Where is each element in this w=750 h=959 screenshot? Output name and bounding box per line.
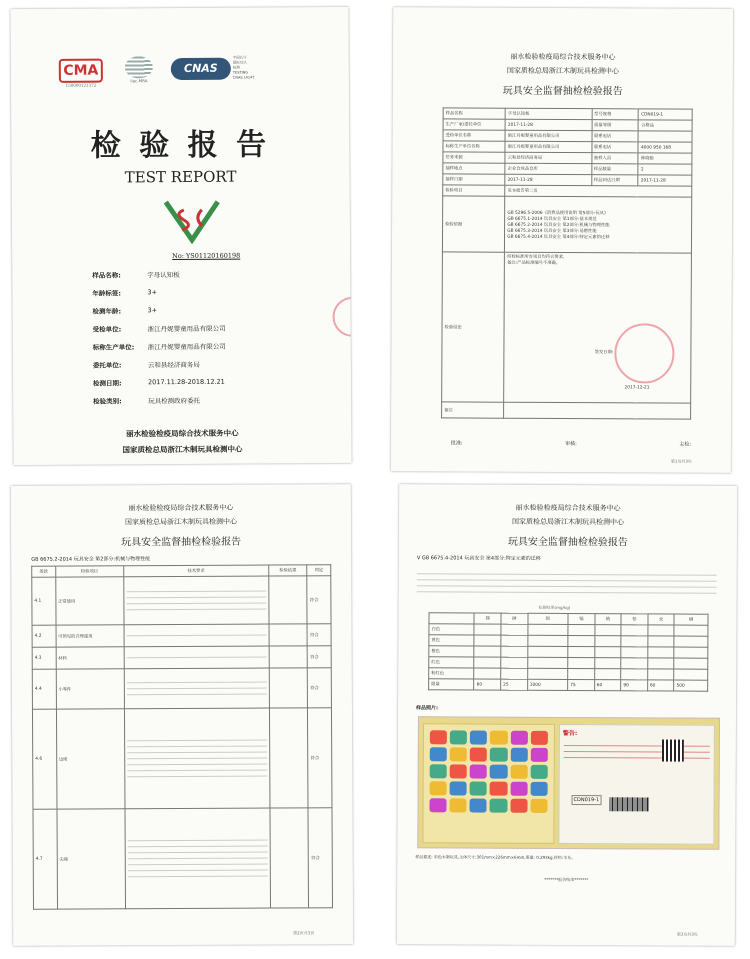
table-cell: 2017-11-28 [505, 174, 591, 185]
element-table [428, 612, 708, 691]
table-cell [594, 669, 621, 680]
field-label: 年龄标签: [92, 289, 122, 298]
verdict-cell: 符合 [307, 624, 331, 646]
item-cell: 可预见的合理滥用 [56, 625, 124, 647]
sample-photo [417, 716, 720, 850]
limit-cell: 60 [647, 680, 674, 691]
requirement-cell [124, 576, 269, 625]
basis-cell [505, 196, 692, 253]
unit-label: 检测结果(mg/kg) [538, 604, 571, 611]
limit-cell: 500 [674, 680, 708, 691]
approve-label: 批准: [450, 440, 463, 447]
conclusion-cell [504, 252, 692, 403]
page-org-1: 丽水检验检疫局综合技术服务中心 [510, 52, 616, 62]
row-header: 橙色 [429, 646, 474, 657]
warning-title: 警告: [562, 729, 578, 738]
cnas-logo [171, 58, 231, 90]
page-number: 第1页共3页 [670, 458, 692, 464]
table-cell [474, 668, 501, 679]
page-org-2: 国家质检总局浙江木制玩具检测中心 [511, 517, 625, 527]
result-cell [270, 808, 309, 908]
report-summary-page [391, 7, 733, 473]
report-element-migration-page [397, 484, 737, 946]
signature-row [451, 439, 691, 447]
table-cell [621, 647, 648, 658]
table-cell [474, 646, 501, 657]
section-heading: V GB 6675.4-2014 玩具安全 第4部分:特定元素的迁移 [416, 555, 541, 562]
table-row [442, 196, 691, 253]
row-header: 黄色 [429, 635, 474, 646]
item-cell: 边缘 [56, 709, 125, 809]
page-number: 第2页共3页 [293, 930, 315, 936]
table-cell: 2017-11-28 [638, 175, 692, 186]
table-row [32, 668, 331, 710]
barcode-icon [609, 797, 649, 811]
product-label-image [558, 724, 715, 845]
table-cell: 样品到达日期 [591, 175, 638, 186]
table-cell: 林晓艳 [638, 153, 692, 164]
red-seal-stamp [615, 323, 675, 383]
table-cell [674, 636, 708, 647]
basis-line: GB 6675.1-2014 玩具安全 第1部分:基本规范 [507, 216, 597, 222]
table-cell: 合格品 [639, 120, 693, 131]
limit-cell: 1000 [527, 679, 568, 690]
page-org-2: 国家质检总局浙江木制玩具检测中心 [124, 517, 238, 527]
field-value: 云和县经济商务局 [147, 360, 200, 370]
field-value: 3+ [147, 306, 158, 315]
verdict-cell: 符合 [307, 576, 331, 624]
table-cell: CDN019-1 [639, 109, 693, 120]
table-cell [501, 624, 528, 635]
item-cell: 正常使用 [55, 577, 124, 625]
field-label: 标称生产单位: [92, 343, 135, 352]
requirement-cell [124, 624, 269, 647]
table-cell [568, 647, 595, 658]
page-number: 第3页共3页 [676, 931, 698, 937]
cma-logo-text: CMA [59, 59, 103, 83]
field-sample-name [92, 270, 180, 280]
cnas-caption-line: CNAS L4147 [232, 75, 255, 80]
verdict-cell: 符合 [308, 708, 332, 808]
migration-table [428, 612, 708, 691]
table-cell: 质量等级 [592, 120, 639, 131]
table-cell: 2 [638, 164, 692, 175]
table-cell [568, 625, 595, 636]
table-cell: 样品名称 [443, 108, 505, 119]
table-cell [648, 658, 675, 669]
sample-description: 样品描述: 彩色木制玩具,主体尺寸:301mm×226mm×6mm,重量: 0.293kg,材料:木头。 [415, 854, 576, 861]
report-number: No: YS01120160198 [172, 251, 241, 261]
field-manufacturer [93, 342, 226, 352]
cnas-caption-line: 检测 [232, 65, 240, 70]
red-seal-stamp [332, 297, 351, 337]
row-header: 粉红色 [429, 668, 474, 679]
verdict-cell: 符合 [308, 808, 332, 908]
table-cell: 型号规格 [592, 109, 639, 120]
table-cell: 检验项目 [443, 185, 505, 196]
field-value: 浙江丹妮婴童用品有限公司 [147, 342, 226, 352]
column-header: 检验项目 [55, 566, 123, 577]
table-cell: 抽样人员 [591, 153, 638, 164]
table-cell [527, 646, 568, 657]
result-cell [269, 708, 308, 808]
table-cell: 云和县经济商务局 [505, 152, 591, 163]
table-cell [648, 625, 675, 636]
table-cell: 检验依据 [442, 196, 505, 252]
table-cell [674, 658, 708, 669]
clause-cell: 4.7 [33, 809, 57, 909]
table-cell [568, 658, 595, 669]
table-cell: 任务来源 [443, 152, 505, 163]
table-cell: 检验结论 [442, 252, 505, 402]
product-code: CDN019-1 [572, 795, 602, 805]
table-cell: 生产厂家/委托单位 [443, 119, 505, 130]
table-cell [674, 669, 708, 680]
column-header: 铬 [595, 614, 622, 625]
column-header: 锑 [474, 613, 501, 624]
page-org-1: 丽水检验检疫局综合技术服务中心 [515, 503, 621, 513]
field-label: 委托单位: [92, 361, 122, 370]
globe-icon [125, 56, 153, 78]
table-cell [504, 402, 691, 419]
basis-line: GB 5296.5-2006《消费品使用说明 第5部分:玩具》 [507, 210, 609, 216]
table-row [32, 646, 331, 670]
table-cell: 联系电话 [592, 131, 639, 142]
row-header: 限量 [429, 679, 474, 690]
table-cell: 字母认知板 [505, 108, 591, 119]
field-label: 检验类别: [93, 397, 122, 406]
limit-cell: 60 [594, 680, 621, 691]
table-row [33, 808, 333, 910]
sign-date: 2017-12-21 [624, 385, 650, 391]
column-header: 砷 [501, 613, 528, 624]
clause-cell: 4.2 [32, 625, 56, 647]
verdict-cell: 符合 [308, 646, 332, 668]
field-test-date [93, 378, 225, 388]
field-value: 2017.11.28-2018.12.21 [147, 377, 225, 387]
requirement-cell [124, 646, 269, 669]
table-cell [621, 669, 648, 680]
field-age-label [92, 288, 157, 297]
field-client [93, 360, 200, 370]
table-cell: 标称生产单位名称 [443, 141, 505, 152]
result-cell [269, 576, 308, 624]
table-cell: 4000 950 168 [638, 142, 692, 153]
table-cell [647, 669, 674, 680]
table-cell: 样品数量 [591, 164, 638, 175]
item-cell: 尖端 [57, 809, 126, 909]
clause-cell: 4.1 [32, 577, 56, 625]
clause-cell: 4.3 [32, 647, 56, 669]
limit-cell: 90 [621, 680, 648, 691]
report-end-mark: *******报告结束******* [544, 876, 589, 883]
table-cell [568, 636, 595, 647]
basis-line: GB 6675.3-2014 玩具安全 第3部分:易燃性能 [507, 228, 597, 234]
table-cell [474, 635, 501, 646]
column-header: 条款 [32, 566, 56, 577]
cnas-caption-line: TESTING [232, 70, 248, 75]
table-cell [638, 131, 692, 142]
column-header: 硒 [674, 614, 708, 625]
field-value: 3+ [147, 288, 158, 297]
table-cell: 2017-11-28 [505, 119, 591, 130]
method-text [417, 568, 717, 599]
conclusion-line: 所检标准所有项目均符合要求, [507, 254, 565, 261]
table-cell [528, 624, 569, 635]
field-value: 浙江丹妮婴童用品有限公司 [147, 324, 226, 334]
table-cell [527, 635, 568, 646]
ilac-text: ilac-MRA [130, 78, 148, 84]
section-heading: GB 6675.2-2014 玩具安全 第2部分:机械与物理性能 [31, 556, 151, 563]
table-cell: 备注 [442, 402, 504, 418]
mechanical-table [31, 564, 333, 910]
review-label: 审核: [565, 441, 577, 448]
result-cell [269, 624, 308, 646]
column-header: 铅 [621, 614, 648, 625]
table-cell [501, 635, 528, 646]
column-header: 钡 [528, 613, 569, 624]
field-value: 字母认知板 [147, 271, 180, 280]
cnas-text: CNAS [171, 58, 231, 80]
issuer-org-1: 丽水检验检疫局综合技术服务中心 [126, 428, 239, 439]
table-cell [594, 636, 621, 647]
clause-cell: 4.6 [32, 709, 56, 809]
field-label: 检测年龄: [92, 307, 122, 316]
field-label: 样品名称: [92, 271, 121, 280]
row-header: 白色 [429, 624, 474, 635]
page-title: 玩具安全监督抽检检验报告 [507, 536, 628, 549]
requirement-cell [124, 668, 269, 709]
cnas-caption-line: 国际互认 [232, 60, 247, 65]
table-cell [621, 658, 648, 669]
basis-line: GB 6675.2-2014 玩具安全 第2部分:机械与物理性能 [507, 222, 610, 228]
table-row [32, 624, 331, 648]
requirement-cell [125, 808, 271, 909]
issuer-org-2: 国家质检总局浙江木制玩具检测中心 [122, 444, 243, 455]
summary-table [441, 107, 693, 419]
report-title-en: TEST REPORT [124, 167, 237, 187]
table-cell: 抽样地点 [443, 163, 505, 174]
table-cell [621, 625, 648, 636]
column-header: 检验结果 [269, 565, 308, 576]
table-cell: 企业仓成品仓库 [505, 163, 591, 174]
field-value: 玩具检测政府委托 [148, 396, 201, 406]
photo-label: 样品照片: [416, 705, 439, 712]
table-cell [594, 647, 621, 658]
row-header: 红色 [429, 657, 474, 668]
item-cell: 小零件 [56, 669, 125, 709]
table-cell: 浙江丹妮婴童用品有限公司 [505, 130, 591, 141]
page-title: 玩具安全监督抽检检验报告 [121, 536, 242, 549]
table-row [32, 708, 332, 810]
seal-label: 签发日期: [594, 350, 614, 356]
table-cell [595, 625, 622, 636]
table-cell: 见本报告第二页 [505, 185, 692, 197]
cma-logo [59, 59, 103, 91]
table-cell [501, 646, 528, 657]
table-cell [501, 668, 528, 679]
table-cell [594, 658, 621, 669]
table-row [442, 252, 692, 403]
page-org-1: 丽水检验检疫局综合技术服务中心 [128, 503, 234, 513]
field-label: 检测日期: [93, 379, 122, 388]
column-header: 判定 [307, 565, 331, 576]
table-cell [527, 668, 568, 679]
table-row [442, 402, 691, 419]
table-cell [621, 636, 648, 647]
ilac-logo [119, 56, 159, 88]
table-cell: 抽样日期 [443, 174, 505, 185]
report-cover-page [10, 7, 351, 465]
results-table [31, 564, 333, 910]
column-header: 镉 [568, 614, 595, 625]
cnas-caption [233, 55, 255, 80]
table-cell [674, 647, 708, 658]
info-table [441, 107, 693, 419]
cnas-caption-line: 中国认可 [232, 55, 247, 60]
conclusion-line: 备注:产品标准编号不准确。 [507, 260, 561, 266]
table-cell: 受检单位名称 [443, 130, 505, 141]
tester-label: 主检: [679, 441, 691, 448]
result-cell [269, 646, 308, 668]
table-cell: 浙江丹妮婴童用品有限公司 [505, 141, 591, 152]
stc-logo [162, 196, 222, 244]
table-cell [648, 636, 675, 647]
field-test-category [93, 396, 200, 406]
requirement-cell [124, 708, 270, 809]
report-mechanical-page [11, 484, 353, 946]
column-header: 汞 [648, 614, 675, 625]
limit-cell: 60 [474, 679, 501, 690]
table-cell [527, 657, 568, 668]
table-cell [568, 669, 595, 680]
column-header: 技术要求 [124, 565, 269, 577]
field-test-age [92, 306, 157, 315]
limit-cell: 75 [568, 680, 595, 691]
table-cell [648, 647, 675, 658]
table-cell: 联系电话 [591, 142, 638, 153]
corner-cell [429, 613, 474, 624]
result-cell [269, 668, 308, 708]
basis-line: GB 6675.4-2014 玩具安全 第4部分:特定元素的迁移 [507, 234, 610, 240]
report-title-cn: 检 验 报 告 [90, 127, 271, 164]
table-cell [474, 624, 501, 635]
item-cell: 材料 [56, 647, 124, 669]
clause-cell: 4.4 [32, 669, 56, 709]
field-inspected-unit [93, 324, 226, 334]
page-org-2: 国家质检总局浙江木制玩具检测中心 [506, 66, 619, 76]
table-cell [474, 657, 501, 668]
table-cell [501, 657, 528, 668]
limit-row [429, 679, 708, 691]
page-title: 玩具安全监督抽检检验报告 [502, 85, 623, 98]
alphabet-board-image [422, 723, 555, 844]
table-cell [674, 625, 708, 636]
limit-cell: 25 [501, 679, 528, 690]
qr-code-icon [662, 739, 684, 761]
verdict-cell: 符合 [308, 668, 332, 708]
cma-number: 150000121372 [65, 82, 97, 88]
table-row [32, 576, 331, 626]
field-label: 受检单位: [92, 325, 122, 334]
